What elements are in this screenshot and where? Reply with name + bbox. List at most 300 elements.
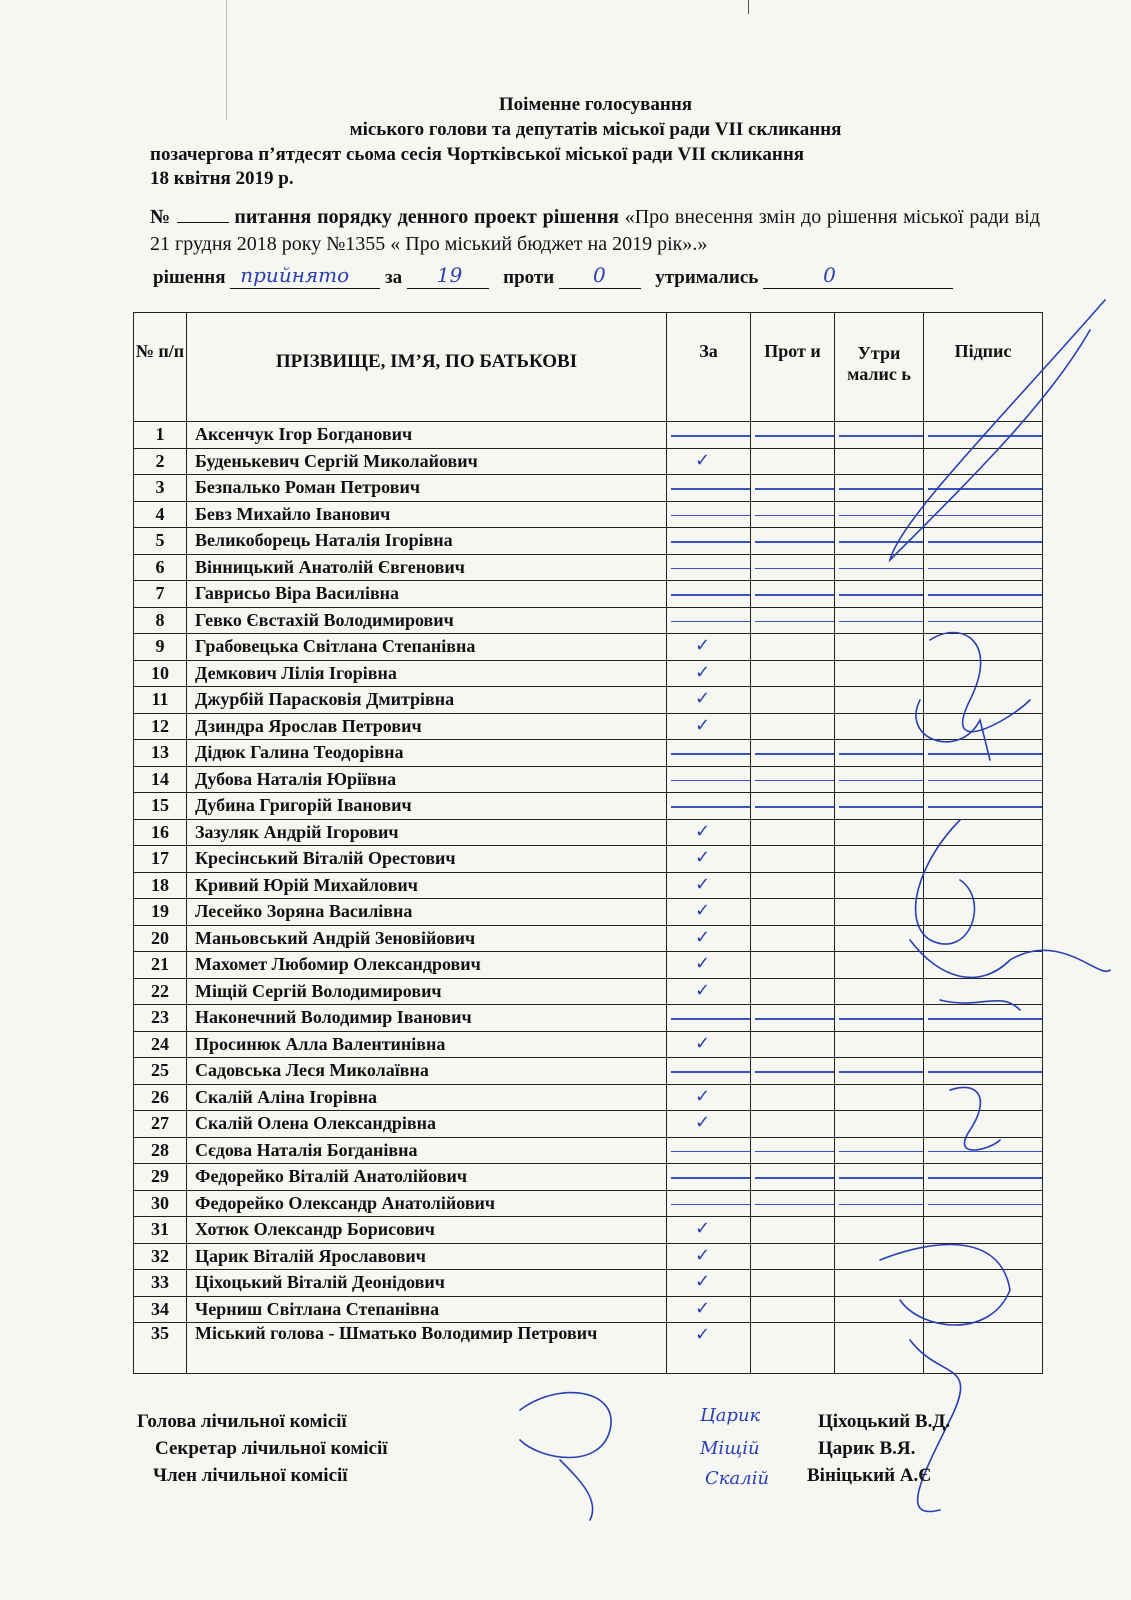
member-name: Вініцький А.Є — [807, 1465, 932, 1486]
signature-cell — [924, 766, 1043, 793]
vote-against-cell — [751, 581, 835, 608]
vote-against-cell — [751, 1243, 835, 1270]
signature-cell — [924, 713, 1043, 740]
vote-against-cell — [751, 1084, 835, 1111]
vote-abstain-cell — [835, 1137, 924, 1164]
vote-for-cell — [667, 952, 751, 979]
signature-cell — [924, 793, 1043, 820]
table-row — [134, 978, 1043, 1005]
vote-for-cell — [667, 1217, 751, 1244]
vote-abstain-cell — [835, 1323, 924, 1374]
against-label: проти — [503, 267, 555, 288]
dash-line — [671, 1204, 750, 1206]
signature-cell — [924, 1217, 1043, 1244]
vote-abstain-cell — [835, 1243, 924, 1270]
dash-line — [839, 806, 923, 808]
dash-line — [755, 541, 834, 543]
row-name: Махомет Любомир Олександрович — [187, 952, 667, 979]
row-number: 10 — [134, 660, 187, 687]
row-number: 23 — [134, 1005, 187, 1032]
row-name: Скалій Аліна Ігорівна — [187, 1084, 667, 1111]
vote-for-cell — [667, 819, 751, 846]
row-name: Черниш Світлана Степанівна — [187, 1296, 667, 1323]
table-row — [134, 528, 1043, 555]
row-name: Демкович Лілія Ігорівна — [187, 660, 667, 687]
table-row — [134, 766, 1043, 793]
dash-line — [928, 435, 1042, 437]
table-row — [134, 475, 1043, 502]
row-number: 13 — [134, 740, 187, 767]
vote-against-cell — [751, 740, 835, 767]
dash-line — [671, 1071, 750, 1073]
question-number-blank — [177, 206, 229, 223]
check-mark-icon: ✓ — [695, 926, 711, 948]
dash-line — [928, 621, 1042, 623]
row-number: 35 — [134, 1323, 187, 1374]
row-name: Хотюк Олександр Борисович — [187, 1217, 667, 1244]
vote-for-cell — [667, 1084, 751, 1111]
check-mark-icon: ✓ — [695, 635, 711, 656]
check-mark-icon: ✓ — [695, 873, 711, 895]
row-number: 30 — [134, 1190, 187, 1217]
vote-for-cell — [667, 1005, 751, 1032]
check-mark-icon: ✓ — [695, 1112, 711, 1133]
dash-line — [755, 515, 834, 517]
handwritten-name-3: Скалій — [705, 1468, 770, 1489]
vote-abstain-cell — [835, 554, 924, 581]
table-row — [134, 819, 1043, 846]
vote-for-cell — [667, 1190, 751, 1217]
signature-cell — [924, 1137, 1043, 1164]
vote-for-cell — [667, 713, 751, 740]
vote-against-cell — [751, 607, 835, 634]
dash-line — [755, 806, 834, 808]
row-name: Джурбій Парасковія Дмитрівна — [187, 687, 667, 714]
vote-for-cell — [667, 1270, 751, 1297]
vote-abstain-cell — [835, 713, 924, 740]
vote-against-cell — [751, 872, 835, 899]
row-name: Безпалько Роман Петрович — [187, 475, 667, 502]
table-row — [134, 740, 1043, 767]
dash-line — [671, 753, 750, 755]
dash-line — [839, 488, 923, 490]
row-number: 24 — [134, 1031, 187, 1058]
vote-abstain-cell — [835, 1084, 924, 1111]
dash-line — [755, 753, 834, 755]
signature-cell — [924, 607, 1043, 634]
signature-cell — [924, 740, 1043, 767]
row-name: Маньовський Андрій Зеновійович — [187, 925, 667, 952]
header-num: № п/п — [134, 313, 187, 422]
table-row — [134, 899, 1043, 926]
vote-against-cell — [751, 713, 835, 740]
row-number: 15 — [134, 793, 187, 820]
check-mark-icon: ✓ — [695, 1085, 711, 1107]
dash-line — [928, 1151, 1042, 1153]
row-name: Дубова Наталія Юріївна — [187, 766, 667, 793]
vote-for-cell — [667, 1164, 751, 1191]
dash-line — [839, 594, 923, 596]
row-number: 31 — [134, 1217, 187, 1244]
vote-for-cell — [667, 607, 751, 634]
question-bold-text: питання порядку денного проект рішення — [234, 206, 619, 228]
signature-cell — [924, 1005, 1043, 1032]
scan-artifact — [748, 0, 749, 14]
vote-for-cell — [667, 422, 751, 449]
vote-abstain-cell — [835, 766, 924, 793]
dash-line — [839, 780, 923, 782]
dash-line — [839, 621, 923, 623]
document-title: Поіменне голосування — [498, 94, 693, 115]
row-name: Бевз Михайло Іванович — [187, 501, 667, 528]
signature-cell — [924, 581, 1043, 608]
table-row — [134, 660, 1043, 687]
row-name: Кресінський Віталій Орестович — [187, 846, 667, 873]
row-number: 14 — [134, 766, 187, 793]
vote-abstain-cell — [835, 793, 924, 820]
table-row — [134, 1217, 1043, 1244]
row-name: Федорейко Віталій Анатолійович — [187, 1164, 667, 1191]
against-field — [559, 263, 641, 289]
vote-against-cell — [751, 925, 835, 952]
vote-for-cell — [667, 978, 751, 1005]
table-row — [134, 422, 1043, 449]
dash-line — [755, 1204, 834, 1206]
vote-against-cell — [751, 899, 835, 926]
dash-line — [755, 435, 834, 437]
vote-against-cell — [751, 846, 835, 873]
header-against: Прот и — [751, 313, 835, 422]
vote-for-cell — [667, 1296, 751, 1323]
row-name: Зазуляк Андрій Ігорович — [187, 819, 667, 846]
vote-against-cell — [751, 1217, 835, 1244]
session-line: позачергова п’ятдесят сьома сесія Чортківської міської ради VII скликання — [150, 144, 805, 165]
table-row — [134, 607, 1043, 634]
table-header-row — [134, 313, 1043, 422]
row-name: Аксенчук Ігор Богданович — [187, 422, 667, 449]
dash-line — [671, 488, 750, 490]
check-mark-icon: ✓ — [695, 449, 711, 471]
signature-cell — [924, 952, 1043, 979]
row-name: Гаврисьо Віра Василівна — [187, 581, 667, 608]
signature-cell — [924, 1243, 1043, 1270]
vote-for-cell — [667, 740, 751, 767]
vote-against-cell — [751, 1005, 835, 1032]
dash-line — [671, 780, 750, 782]
dash-line — [755, 594, 834, 596]
vote-against-cell — [751, 528, 835, 555]
abstain-label: утримались — [655, 267, 759, 288]
vote-against-cell — [751, 819, 835, 846]
row-number: 16 — [134, 819, 187, 846]
dash-line — [671, 541, 750, 543]
vote-abstain-cell — [835, 1111, 924, 1138]
vote-against-cell — [751, 793, 835, 820]
row-number: 27 — [134, 1111, 187, 1138]
dash-line — [928, 780, 1042, 782]
table-row — [134, 1031, 1043, 1058]
vote-abstain-cell — [835, 634, 924, 661]
signature-cell — [924, 1164, 1043, 1191]
signature-cell — [924, 1058, 1043, 1085]
vote-against-cell — [751, 634, 835, 661]
signature-cell — [924, 1190, 1043, 1217]
chair-label: Голова лічильної комісії — [137, 1411, 347, 1432]
dash-line — [671, 568, 750, 570]
vote-abstain-cell — [835, 1190, 924, 1217]
check-mark-icon: ✓ — [695, 979, 711, 1001]
dash-line — [671, 515, 750, 517]
row-number: 20 — [134, 925, 187, 952]
vote-against-cell — [751, 687, 835, 714]
signature-cell — [924, 899, 1043, 926]
row-number: 7 — [134, 581, 187, 608]
row-name: Федорейко Олександр Анатолійович — [187, 1190, 667, 1217]
table-row — [134, 1058, 1043, 1085]
vote-abstain-cell — [835, 925, 924, 952]
row-name: Наконечний Володимир Іванович — [187, 1005, 667, 1032]
signature-cell — [924, 422, 1043, 449]
document-subtitle: міського голови та депутатів міської ради VII скликання — [349, 119, 842, 140]
dash-line — [928, 1177, 1042, 1179]
check-mark-icon: ✓ — [695, 1244, 711, 1266]
for-field — [407, 263, 489, 289]
check-mark-icon: ✓ — [695, 661, 711, 683]
row-number: 32 — [134, 1243, 187, 1270]
vote-against-cell — [751, 952, 835, 979]
vote-for-cell — [667, 448, 751, 475]
signature-cell — [924, 1296, 1043, 1323]
row-name: Буденькевич Сергій Миколайович — [187, 448, 667, 475]
row-name: Гевко Євстахій Володимирович — [187, 607, 667, 634]
vote-against-cell — [751, 1323, 835, 1374]
row-name: Кривий Юрій Михайлович — [187, 872, 667, 899]
table-row — [134, 1323, 1043, 1374]
row-number: 3 — [134, 475, 187, 502]
row-name: Скалій Олена Олександрівна — [187, 1111, 667, 1138]
vote-against-cell — [751, 501, 835, 528]
row-name: Вінницький Анатолій Євгенович — [187, 554, 667, 581]
table-row — [134, 846, 1043, 873]
vote-for-cell — [667, 925, 751, 952]
question-number-label: № — [150, 206, 171, 228]
vote-for-cell — [667, 793, 751, 820]
vote-for-cell — [667, 1111, 751, 1138]
vote-for-cell — [667, 1243, 751, 1270]
dash-line — [671, 621, 750, 623]
question-title: «Про внесення змін до рішення міської ради від 21 грудня 2018 року №1355 « Про міський бюджет на 2019 рік».» — [150, 206, 1041, 255]
vote-for-cell — [667, 1058, 751, 1085]
table-row — [134, 448, 1043, 475]
vote-abstain-cell — [835, 1217, 924, 1244]
signature-cell — [924, 634, 1043, 661]
signature-cell — [924, 687, 1043, 714]
abstain-field — [763, 263, 953, 289]
vote-abstain-cell — [835, 1031, 924, 1058]
vote-abstain-cell — [835, 501, 924, 528]
vote-for-cell — [667, 687, 751, 714]
vote-for-cell — [667, 528, 751, 555]
signature-cell — [924, 1111, 1043, 1138]
dash-line — [671, 1177, 750, 1179]
check-mark-icon: ✓ — [695, 1297, 711, 1319]
dash-line — [928, 1071, 1042, 1073]
dash-line — [928, 806, 1042, 808]
table-row — [134, 1005, 1043, 1032]
for-label: за — [385, 267, 403, 288]
vote-against-cell — [751, 554, 835, 581]
vote-against-cell — [751, 766, 835, 793]
for-value: 19 — [436, 263, 463, 287]
row-number: 1 — [134, 422, 187, 449]
table-row — [134, 634, 1043, 661]
row-name: Дубина Григорій Іванович — [187, 793, 667, 820]
decision-value: прийнято — [240, 263, 350, 287]
dash-line — [671, 1018, 750, 1020]
row-name: Сєдова Наталія Богданівна — [187, 1137, 667, 1164]
vote-against-cell — [751, 1270, 835, 1297]
vote-abstain-cell — [835, 660, 924, 687]
vote-abstain-cell — [835, 475, 924, 502]
vote-for-cell — [667, 581, 751, 608]
row-number: 5 — [134, 528, 187, 555]
vote-against-cell — [751, 1058, 835, 1085]
row-number: 18 — [134, 872, 187, 899]
vote-for-cell — [667, 766, 751, 793]
dash-line — [671, 435, 750, 437]
signature-cell — [924, 819, 1043, 846]
vote-abstain-cell — [835, 1296, 924, 1323]
row-name: Грабовецька Світлана Степанівна — [187, 634, 667, 661]
signature-cell — [924, 501, 1043, 528]
dash-line — [839, 1018, 923, 1020]
check-mark-icon: ✓ — [695, 820, 711, 842]
against-value: 0 — [592, 263, 606, 287]
row-number: 25 — [134, 1058, 187, 1085]
dash-line — [839, 515, 923, 517]
header-abstain: Утри малис ь — [835, 313, 924, 422]
date-line: 18 квітня 2019 р. — [150, 168, 294, 189]
secretary-label: Секретар лічильної комісії — [155, 1438, 388, 1459]
dash-line — [928, 1018, 1042, 1020]
vote-for-cell — [667, 1031, 751, 1058]
row-number: 21 — [134, 952, 187, 979]
row-name: Міщій Сергій Володимирович — [187, 978, 667, 1005]
table-row — [134, 1190, 1043, 1217]
vote-against-cell — [751, 1031, 835, 1058]
table-row — [134, 581, 1043, 608]
dash-line — [839, 435, 923, 437]
dash-line — [839, 1204, 923, 1206]
dash-line — [755, 1177, 834, 1179]
row-name: Ціхоцький Віталій Деонідович — [187, 1270, 667, 1297]
voting-table — [133, 312, 1043, 1374]
dash-line — [928, 753, 1042, 755]
vote-against-cell — [751, 1190, 835, 1217]
row-name: Дідюк Галина Теодорівна — [187, 740, 667, 767]
row-number: 29 — [134, 1164, 187, 1191]
vote-abstain-cell — [835, 528, 924, 555]
table-row — [134, 501, 1043, 528]
row-number: 17 — [134, 846, 187, 873]
signature-cell — [924, 1084, 1043, 1111]
dash-line — [839, 753, 923, 755]
vote-for-cell — [667, 899, 751, 926]
vote-against-cell — [751, 1296, 835, 1323]
vote-abstain-cell — [835, 846, 924, 873]
dash-line — [928, 488, 1042, 490]
dash-line — [755, 568, 834, 570]
table-row — [134, 1243, 1043, 1270]
dash-line — [755, 488, 834, 490]
vote-against-cell — [751, 978, 835, 1005]
vote-for-cell — [667, 846, 751, 873]
dash-line — [671, 1151, 750, 1153]
vote-for-cell — [667, 475, 751, 502]
header-for: За — [667, 313, 751, 422]
vote-abstain-cell — [835, 899, 924, 926]
row-name: Царик Віталій Ярославович — [187, 1243, 667, 1270]
check-mark-icon: ✓ — [695, 714, 711, 736]
table-row — [134, 1270, 1043, 1297]
dash-line — [928, 568, 1042, 570]
secretary-name: Царик В.Я. — [818, 1438, 916, 1459]
vote-abstain-cell — [835, 607, 924, 634]
header-signature: Підпис — [924, 313, 1043, 422]
dash-line — [839, 1151, 923, 1153]
row-number: 33 — [134, 1270, 187, 1297]
table-row — [134, 1137, 1043, 1164]
vote-for-cell — [667, 1323, 751, 1374]
vote-against-cell — [751, 660, 835, 687]
row-name: Садовська Леся Миколаївна — [187, 1058, 667, 1085]
signature-cell — [924, 978, 1043, 1005]
signature-cell — [924, 448, 1043, 475]
handwritten-name-1: Царик — [700, 1405, 761, 1426]
check-mark-icon: ✓ — [695, 1218, 711, 1239]
dash-line — [928, 515, 1042, 517]
check-mark-icon: ✓ — [695, 847, 711, 868]
vote-abstain-cell — [835, 978, 924, 1005]
row-number: 34 — [134, 1296, 187, 1323]
signature-cell — [924, 475, 1043, 502]
vote-abstain-cell — [835, 581, 924, 608]
signature-cell — [924, 846, 1043, 873]
signature-cell — [924, 872, 1043, 899]
table-row — [134, 793, 1043, 820]
dash-line — [839, 541, 923, 543]
dash-line — [839, 568, 923, 570]
row-number: 26 — [134, 1084, 187, 1111]
table-row — [134, 687, 1043, 714]
dash-line — [928, 1204, 1042, 1206]
row-number: 22 — [134, 978, 187, 1005]
row-name: Міський голова - Шматько Володимир Петрович — [187, 1323, 667, 1374]
signature-cell — [924, 1323, 1043, 1374]
dash-line — [671, 594, 750, 596]
dash-line — [839, 1177, 923, 1179]
vote-for-cell — [667, 1137, 751, 1164]
row-name: Дзиндра Ярослав Петрович — [187, 713, 667, 740]
row-name: Просинюк Алла Валентинівна — [187, 1031, 667, 1058]
vote-abstain-cell — [835, 422, 924, 449]
check-mark-icon: ✓ — [695, 688, 711, 709]
row-number: 4 — [134, 501, 187, 528]
row-number: 6 — [134, 554, 187, 581]
vote-for-cell — [667, 872, 751, 899]
row-number: 2 — [134, 448, 187, 475]
table-row — [134, 1111, 1043, 1138]
